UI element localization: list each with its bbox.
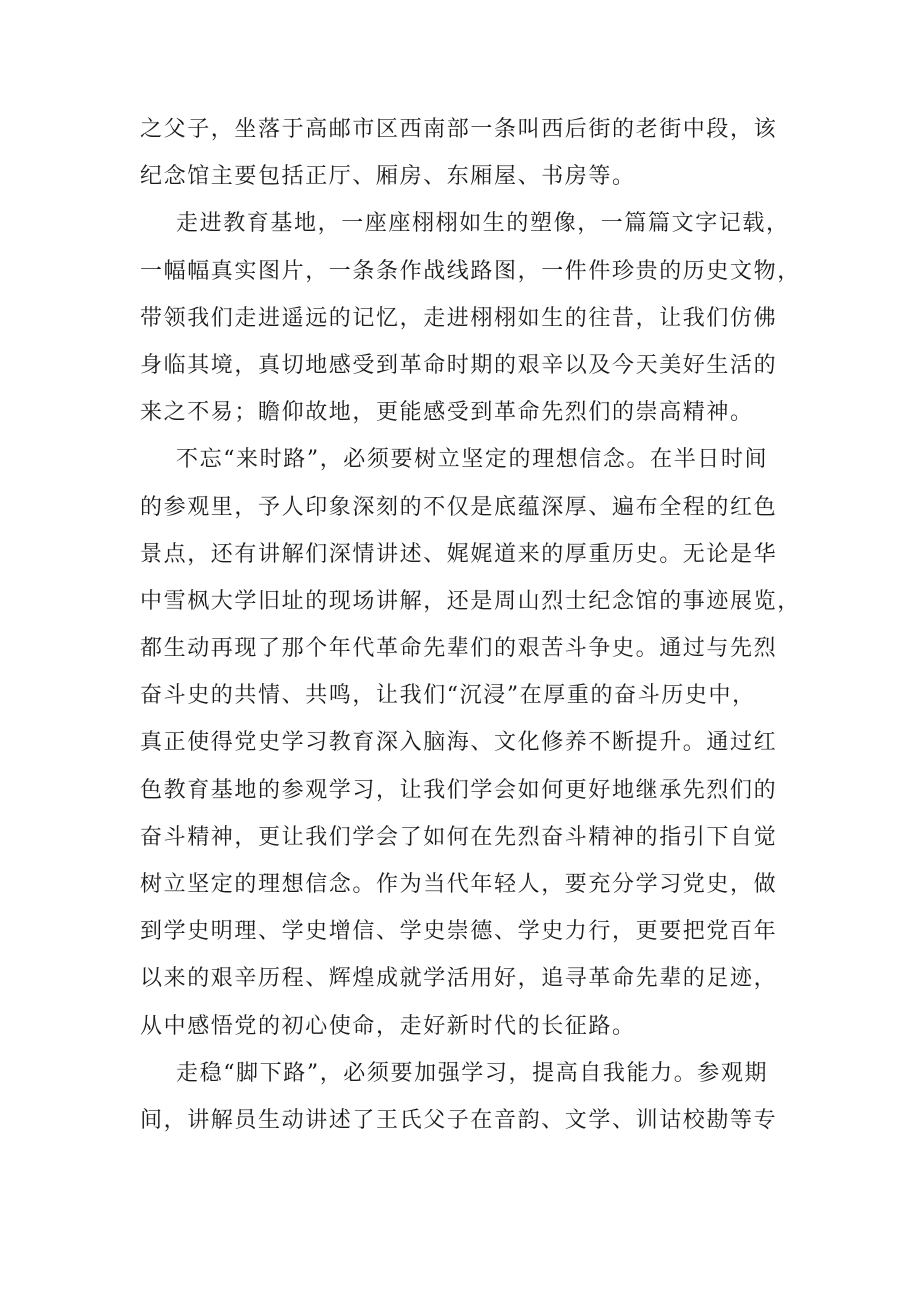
- text-line: 色教育基地的参观学习，让我们学会如何更好地继承先烈们的: [140, 777, 778, 803]
- text-line: 身临其境，真切地感受到革命时期的艰辛以及今天美好生活的: [140, 352, 778, 378]
- text-line: 到学史明理、学史增信、学史崇德、学史力行，更要把党百年: [140, 919, 778, 945]
- body-text: [140, 106, 800, 1144]
- text-line: 来之不易；瞻仰故地，更能感受到革命先烈们的崇高精神。: [140, 400, 754, 426]
- text-line: 一幅幅真实图片，一条条作战线路图，一件件珍贵的历史文物，: [140, 258, 801, 284]
- text-line: 的参观里，予人印象深刻的不仅是底蕴深厚、遍布全程的红色: [140, 494, 778, 520]
- text-line: 真正使得党史学习教育深入脑海、文化修养不断提升。通过红: [140, 730, 778, 756]
- text-line: 树立坚定的理想信念。作为当代年轻人，要充分学习党史，做: [140, 872, 778, 897]
- text-line: 间，讲解员生动讲述了王氏父子在音韵、文学、训诂校勘等专: [140, 1107, 778, 1133]
- text-line: 不忘“来时路”，必须要树立坚定的理想信念。在半日时间: [176, 447, 769, 473]
- text-line: 从中感悟党的初心使命，走好新时代的长征路。: [140, 1013, 636, 1039]
- text-line: 奋斗精神，更让我们学会了如何在先烈奋斗精神的指引下自觉: [140, 824, 778, 850]
- text-line: 带领我们走进遥远的记忆，走进栩栩如生的往昔，让我们仿佛: [140, 305, 778, 331]
- text-line: 纪念馆主要包括正厅、厢房、东厢屋、书房等。: [140, 164, 636, 190]
- text-line: 中雪枫大学旧址的现场讲解，还是周山烈士纪念馆的事迹展览，: [140, 588, 801, 614]
- text-line: 以来的艰辛历程、辉煌成就学活用好，追寻革命先辈的足迹，: [140, 966, 778, 992]
- text-line: 奋斗史的共情、共鸣，让我们“沉浸”在厚重的奋斗历史中，: [140, 683, 756, 709]
- text-line: 走进教育基地，一座座栩栩如生的塑像，一篇篇文字记载，: [176, 211, 790, 237]
- text-line: 之父子，坐落于高邮市区西南部一条叫西后街的老街中段，该: [140, 117, 778, 142]
- text-line: 都生动再现了那个年代革命先辈们的艰苦斗争史。通过与先烈: [140, 636, 778, 662]
- text-line: 景点，还有讲解们深情讲述、娓娓道来的厚重历史。无论是华: [140, 541, 778, 567]
- text-line: 走稳“脚下路”，必须要加强学习，提高自我能力。参观期: [176, 1060, 769, 1086]
